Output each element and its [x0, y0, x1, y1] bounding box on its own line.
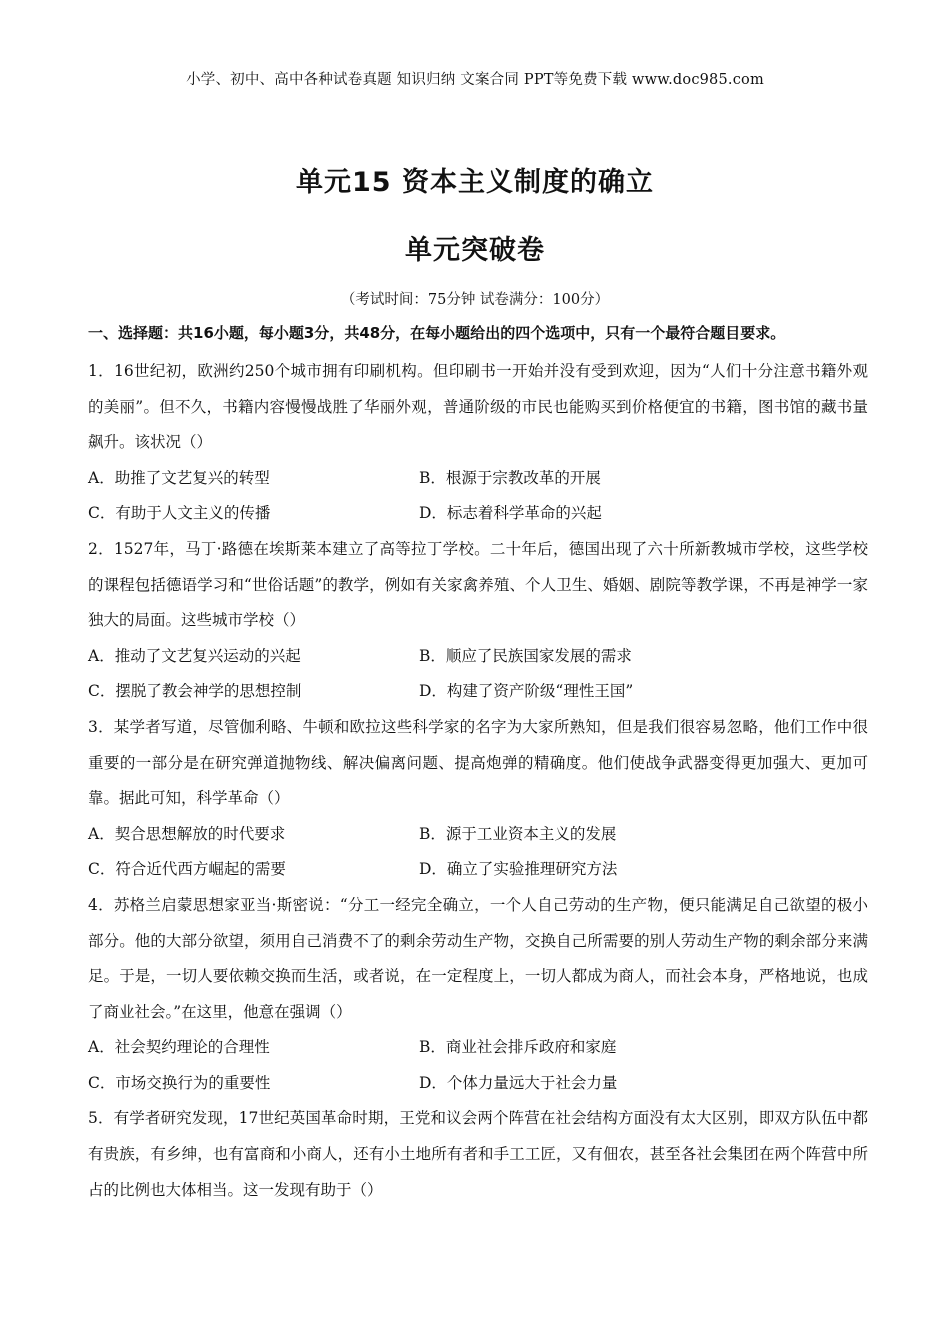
question-stem: 2．1527年，马丁·路德在埃斯莱本建立了高等拉丁学校。二十年后，德国出现了六十所新教城市学校，这些学校的课程包括德语学习和“世俗话题”的教学，例如有关家禽养殖、个人卫生、婚姻、剧院等教学课，不再是神学一家独大的局面。这些城市学校（）: [88, 539, 868, 630]
question-list: [88, 354, 868, 1208]
exam-title: 单元15 资本主义制度的确立: [296, 167, 654, 198]
option-d: D．标志着科学革命的兴起: [419, 504, 602, 523]
option-b: B．源于工业资本主义的发展: [419, 824, 617, 843]
question-stem: 4．苏格兰启蒙思想家亚当·斯密说：“分工一经完全确立，一个人自己劳动的生产物，便只能满足自己欲望的极小部分。他的大部分欲望，须用自己消费不了的剩余劳动生产物，交换自己所需要的别人劳动生产物的剩余部分来满足。于是，一切人要依赖交换而生活，或者说，在一定程度上，一切人都成为商人，而社会本身，严格地说，也成了商业社会。”在这里，他意在强调（）: [88, 895, 868, 1021]
option-d: D．个体力量远大于社会力量: [419, 1073, 618, 1092]
page-header: 小学、初中、高中各种试卷真题 知识归纳 文案合同 PPT等免费下载 www.doc985.com: [186, 72, 764, 88]
option-b: B．根源于宗教改革的开展: [419, 468, 601, 487]
exam-info: （考试时间：75分钟 试卷满分：100分）: [340, 292, 610, 308]
option-d: D．构建了资产阶级“理性王国”: [419, 682, 634, 701]
option-b: B．商业社会排斥政府和家庭: [419, 1038, 617, 1057]
option-c: C．市场交换行为的重要性: [88, 1073, 271, 1092]
question-stem: 5．有学者研究发现，17世纪英国革命时期，王党和议会两个阵营在社会结构方面没有太大区别，即双方队伍中都有贵族，有乡绅，也有富商和小商人，还有小土地所有者和手工工匠，又有佃农，甚至各社会集团在两个阵营中所占的比例也大体相当。这一发现有助于（）: [88, 1109, 868, 1199]
question-4: [88, 888, 868, 1102]
exam-subtitle: 单元突破卷: [405, 235, 545, 266]
answer-options: [88, 639, 868, 710]
question-1: [88, 354, 868, 532]
question-5: [88, 1101, 868, 1208]
option-c: C．有助于人文主义的传播: [88, 504, 271, 523]
option-a: A．社会契约理论的合理性: [88, 1038, 270, 1057]
answer-options: [88, 817, 868, 888]
answer-options: [88, 461, 868, 532]
question-stem: 3．某学者写道，尽管伽利略、牛顿和欧拉这些科学家的名字为大家所熟知，但是我们很容易忽略，他们工作中很重要的一部分是在研究弹道抛物线、解决偏离问题、提高炮弹的精确度。他们使战争武器变得更加强大、更加可靠。据此可知，科学革命（）: [88, 717, 868, 808]
question-stem: 1．16世纪初，欧洲约250个城市拥有印刷机构。但印刷书一开始并没有受到欢迎，因为“人们十分注意书籍外观的美丽”。但不久，书籍内容慢慢战胜了华丽外观，普通阶级的市民也能购买到价格便宜的书籍，图书馆的藏书量飙升。该状况（）: [88, 362, 868, 452]
option-c: C．摆脱了教会神学的思想控制: [88, 682, 302, 701]
question-2: [88, 532, 868, 710]
option-a: A．助推了文艺复兴的转型: [88, 468, 270, 487]
option-c: C．符合近代西方崛起的需要: [88, 860, 286, 879]
option-a: A．推动了文艺复兴运动的兴起: [88, 646, 301, 665]
option-a: A．契合思想解放的时代要求: [88, 824, 286, 843]
question-3: [88, 710, 868, 888]
section-heading: 一、选择题：共16小题，每小题3分，共48分，在每小题给出的四个选项中，只有一个最符合题目要求。: [88, 324, 786, 342]
option-b: B．顺应了民族国家发展的需求: [419, 646, 632, 665]
option-d: D．确立了实验推理研究方法: [419, 860, 618, 879]
answer-options: [88, 1030, 868, 1101]
